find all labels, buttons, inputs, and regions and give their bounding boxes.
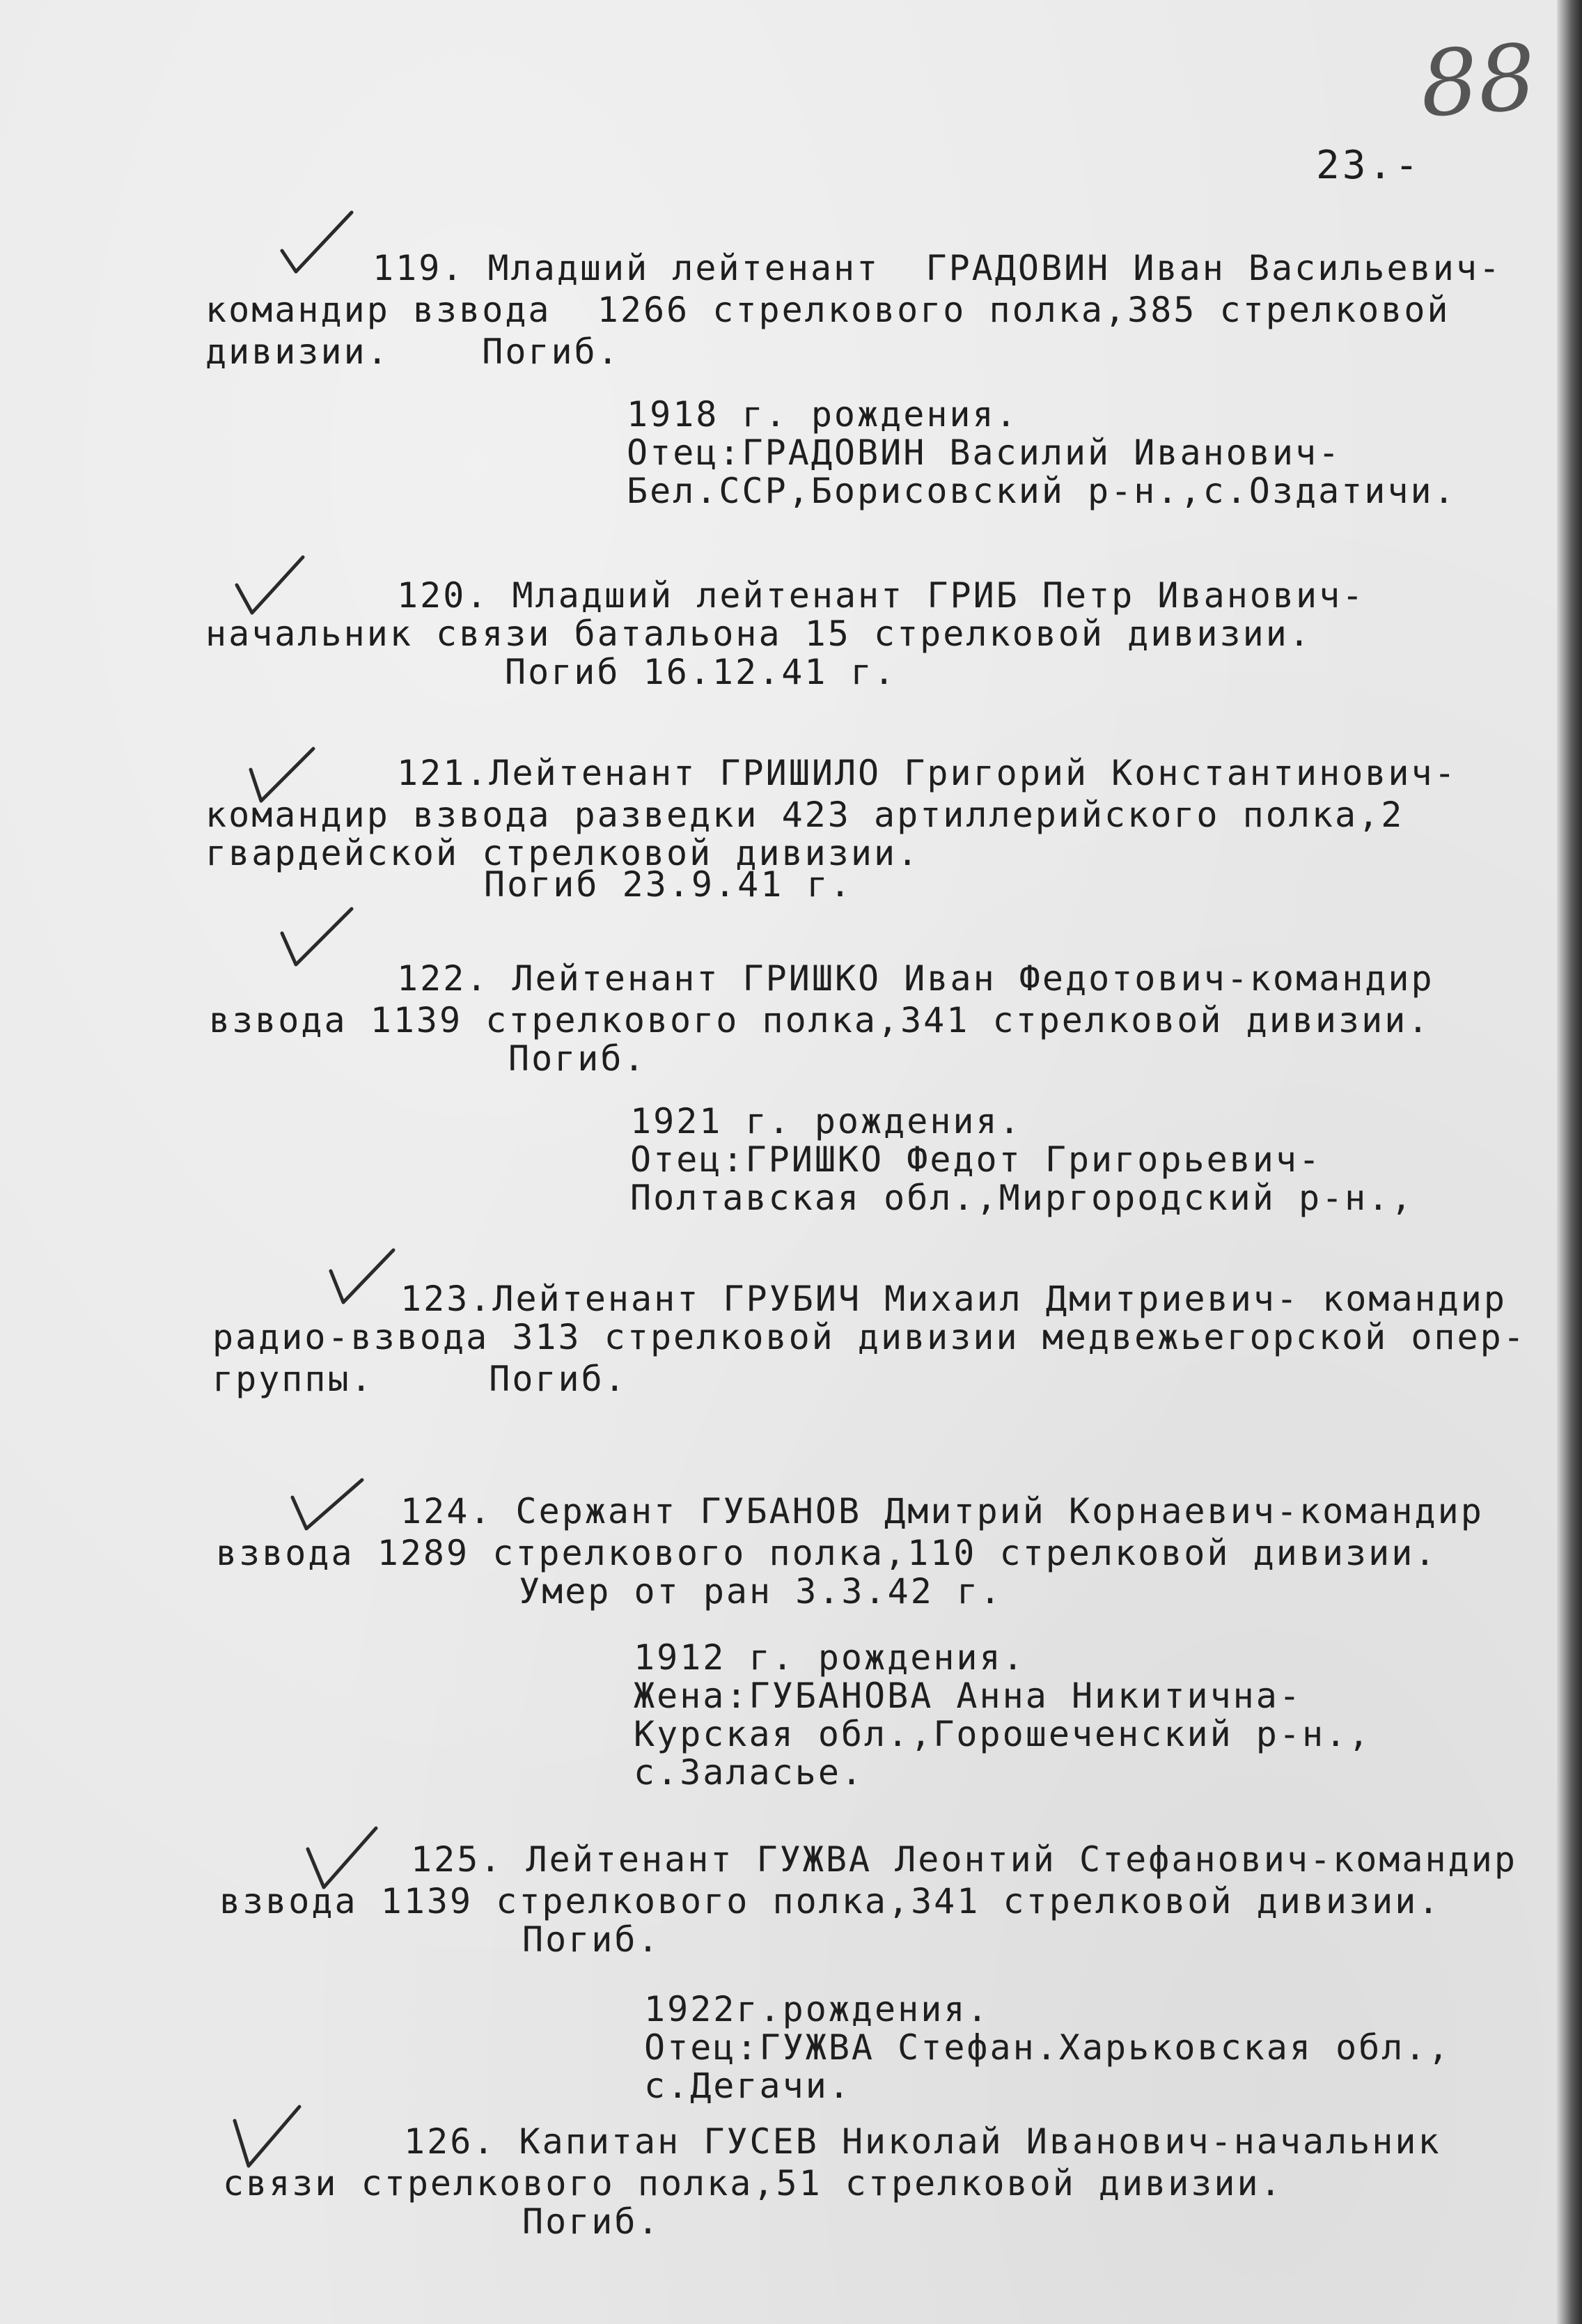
checkmark-icon <box>275 898 359 975</box>
page-number: 23.- <box>1316 143 1421 188</box>
entry-detail: Полтавская обл.,Миргородский р-н., <box>630 1178 1414 1218</box>
entry-line: 125. Лейтенант ГУЖВА Леонтий Стефанович-командир <box>411 1839 1517 1880</box>
entry-line: связи стрелкового полка,51 стрелковой дивизии. <box>223 2163 1283 2204</box>
entry-line: группы. Погиб. <box>212 1359 627 1399</box>
entry-line: 124. Сержант ГУБАНОВ Дмитрий Корнаевич-командир <box>400 1491 1484 1531</box>
entry-detail: 1922г.рождения. <box>644 1989 990 2029</box>
handwritten-folio-number: 88 <box>1416 24 1540 138</box>
entry-detail: Отец:ГРИШКО Федот Григорьевич- <box>630 1139 1322 1180</box>
entry-detail: с.Дегачи. <box>644 2066 852 2106</box>
entry-line: радио-взвода 313 стрелковой дивизии медвежьегорской опер- <box>212 1317 1526 1357</box>
entry-line: начальник связи батальона 15 стрелковой дивизии. <box>205 614 1312 654</box>
entry-line: командир взвода разведки 423 артиллерийского полка,2 <box>205 795 1404 835</box>
entry-detail: с.Заласье. <box>634 1752 865 1793</box>
entry-line: Погиб. <box>522 1919 661 1960</box>
entry-line: командир взвода 1266 стрелкового полка,385 стрелковой <box>205 290 1450 330</box>
checkmark-icon <box>275 205 359 282</box>
entry-line: дивизии. Погиб. <box>205 332 620 372</box>
entry-line: 123.Лейтенант ГРУБИЧ Михаил Дмитриевич- командир <box>400 1279 1507 1319</box>
page-edge-shadow <box>1557 0 1582 2324</box>
checkmark-icon <box>285 1466 369 1543</box>
entry-line: взвода 1139 стрелкового полка,341 стрелковой дивизии. <box>209 1000 1431 1040</box>
entry-detail: Отец:ГРАДОВИН Василий Иванович- <box>627 432 1342 473</box>
entry-line: 121.Лейтенант ГРИШИЛО Григорий Константинович- <box>397 753 1457 793</box>
entry-line: взвода 1289 стрелкового полка,110 стрелковой дивизии. <box>216 1533 1438 1573</box>
entry-detail: 1912 г. рождения. <box>634 1637 1026 1678</box>
entry-detail: 1921 г. рождения. <box>630 1101 1022 1141</box>
entry-line: Погиб. <box>508 1038 647 1079</box>
entry-detail: Бел.ССР,Борисовский р-н.,с.Оздатичи. <box>627 471 1457 511</box>
entry-line: 119. Младший лейтенант ГРАДОВИН Иван Васильевич- <box>373 248 1503 288</box>
entry-line: взвода 1139 стрелкового полка,341 стрелковой дивизии. <box>219 1881 1441 1921</box>
entry-line: 122. Лейтенант ГРИШКО Иван Федотович-командир <box>397 958 1434 999</box>
checkmark-icon <box>230 547 313 623</box>
entry-line: Погиб 16.12.41 г. <box>505 652 897 692</box>
entry-line: 126. Капитан ГУСЕВ Николай Иванович-начальник <box>404 2121 1441 2162</box>
entry-detail: Жена:ГУБАНОВА Анна Никитична- <box>634 1676 1302 1716</box>
entry-line: гвардейской стрелковой дивизии. <box>205 833 921 873</box>
entry-line: Умер от ран 3.3.42 г. <box>519 1571 1003 1612</box>
entry-line: Погиб 23.9.41 г. <box>484 864 853 905</box>
entry-line: Погиб. <box>522 2201 661 2242</box>
entry-detail: Отец:ГУЖВА Стефан.Харьковская обл., <box>644 2027 1451 2068</box>
entry-line: 120. Младший лейтенант ГРИБ Петр Иванович- <box>397 575 1365 616</box>
entry-detail: 1918 г. рождения. <box>627 394 1019 435</box>
entry-detail: Курская обл.,Горошеченский р-н., <box>634 1714 1372 1754</box>
checkmark-icon <box>324 1240 407 1316</box>
